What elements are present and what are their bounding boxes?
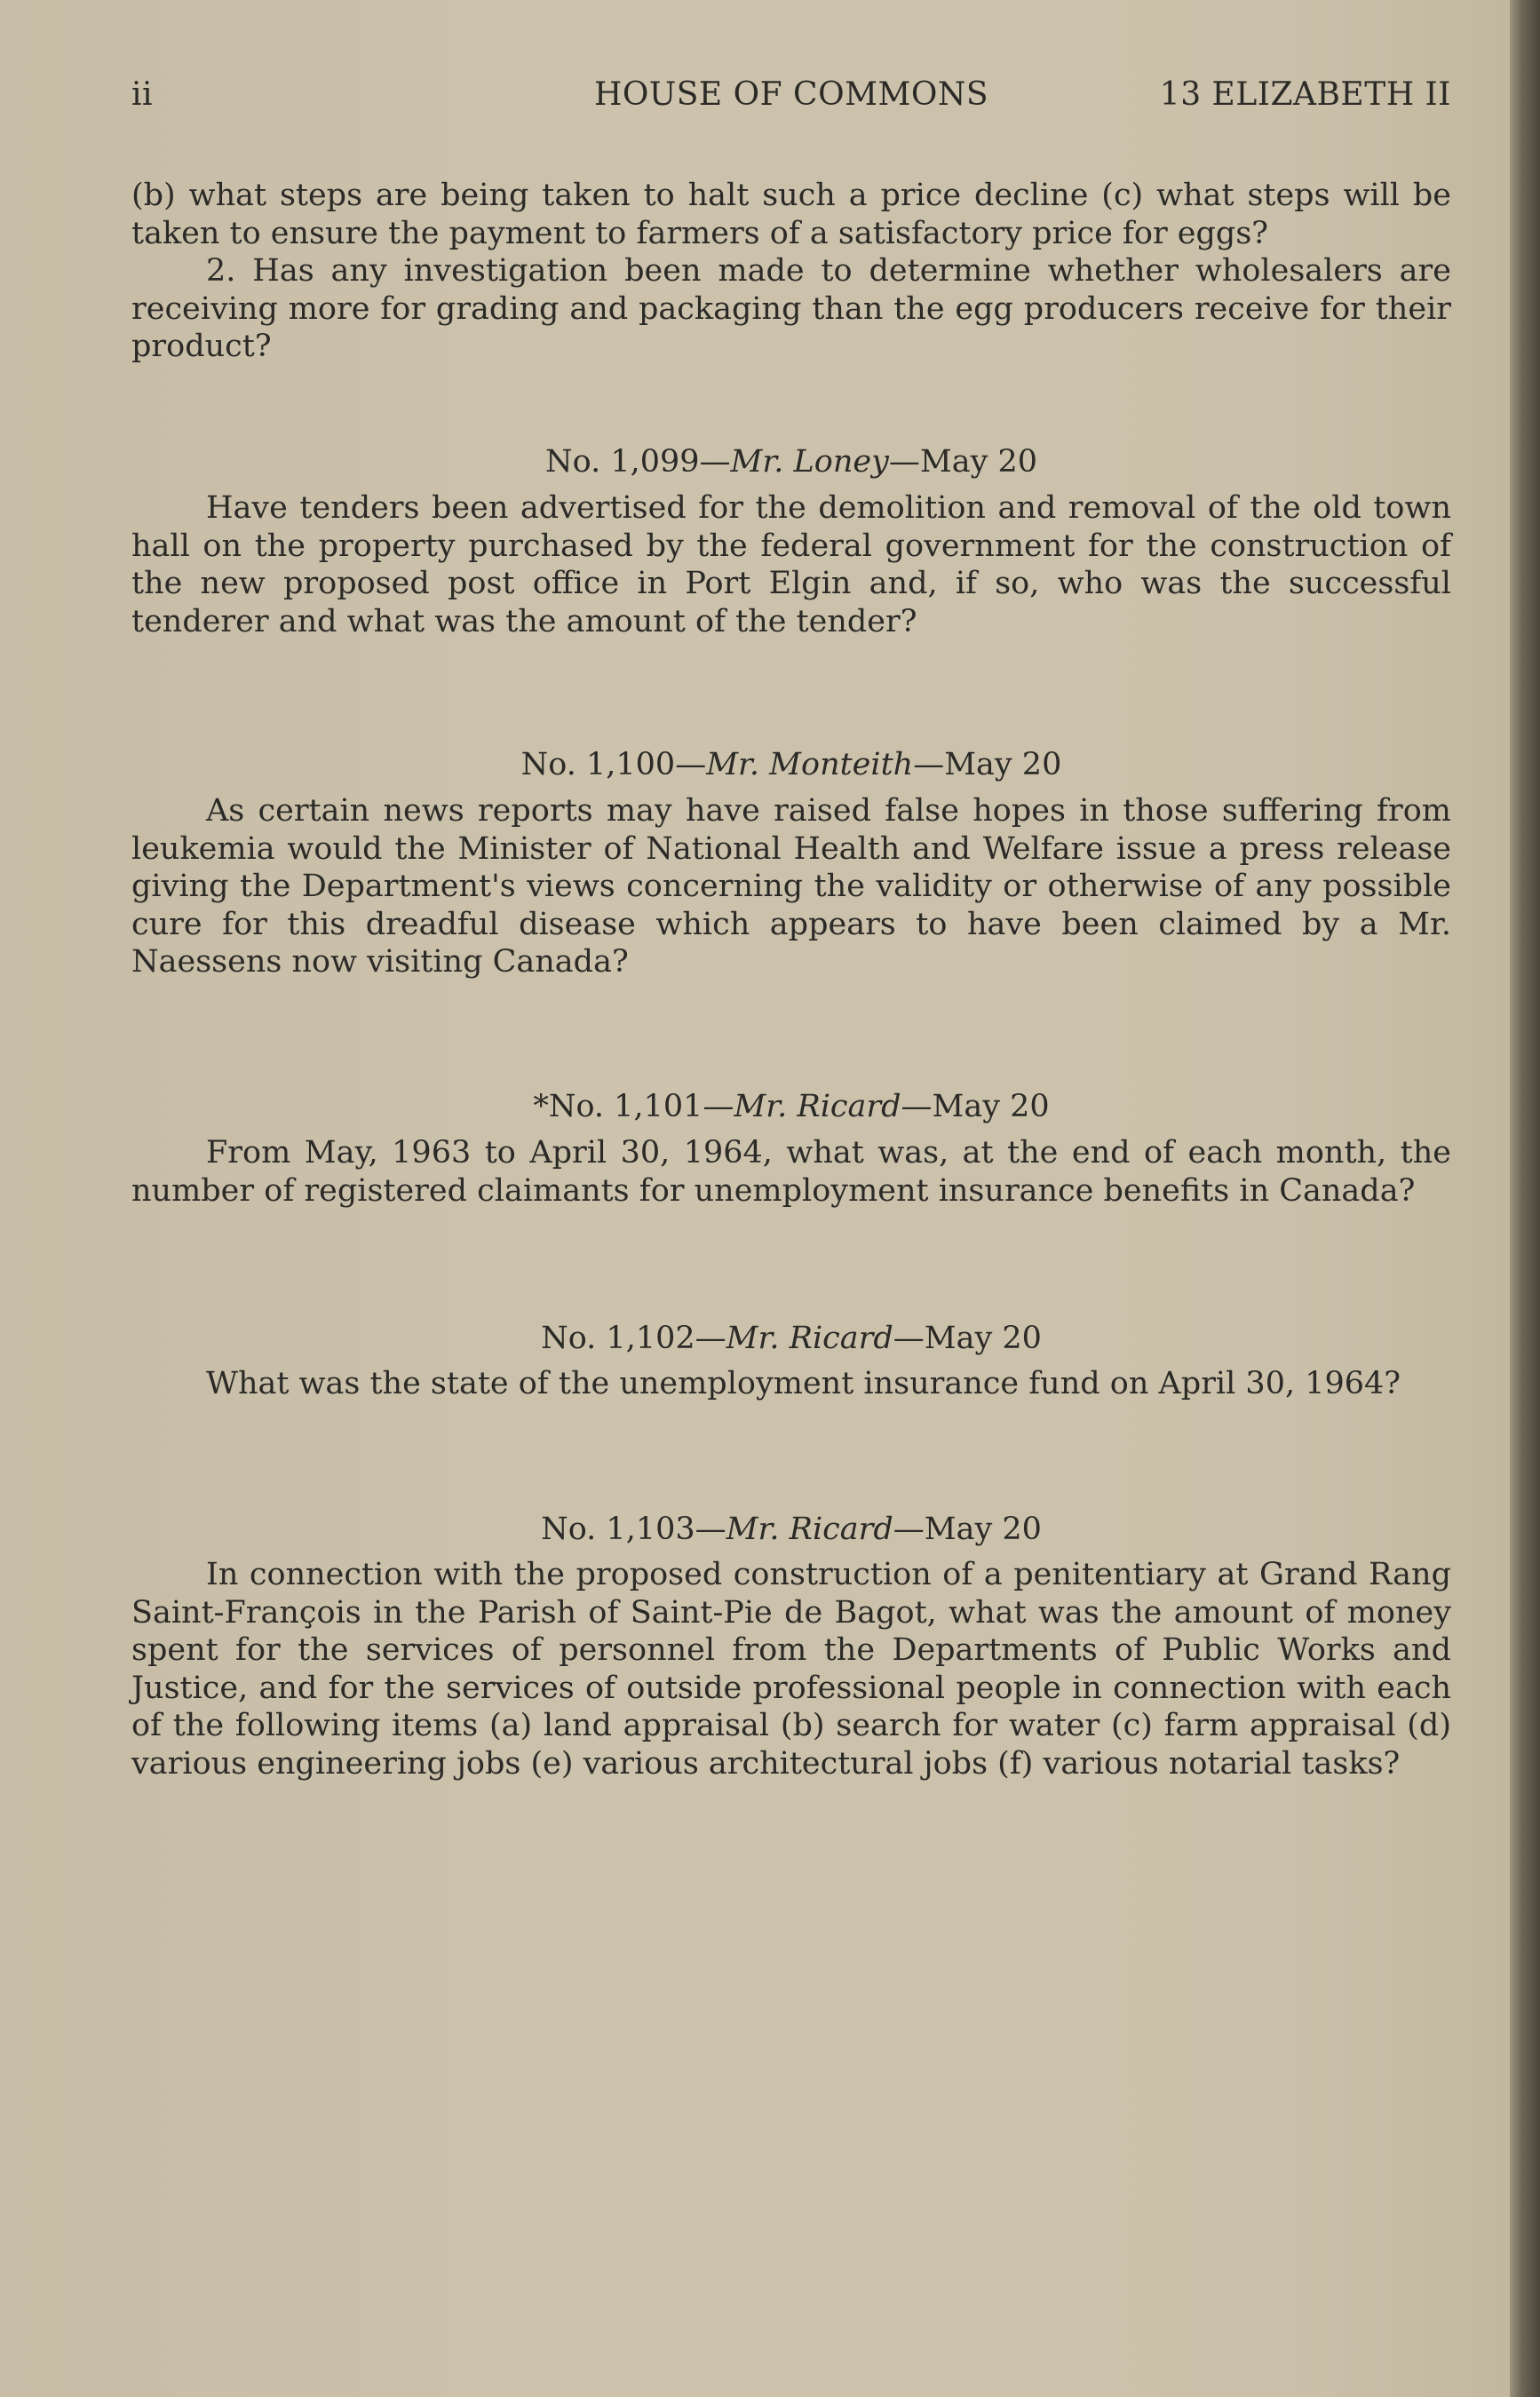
question-heading: No. 1,102—Mr. Ricard—May 20 — [541, 1321, 1042, 1356]
regnal-year: 13 ELIZABETH II — [1159, 76, 1451, 113]
question-number: No. 1,102 — [541, 1321, 695, 1356]
question-member: Mr. Ricard — [726, 1512, 893, 1547]
question-body — [131, 1556, 1451, 1782]
question-number: No. 1,103 — [541, 1512, 695, 1547]
question-body — [131, 1134, 1451, 1210]
question-member: Mr. Ricard — [734, 1089, 901, 1124]
running-head — [131, 76, 1451, 121]
question-member: Mr. Ricard — [726, 1321, 893, 1356]
question-heading: No. 1,103—Mr. Ricard—May 20 — [541, 1512, 1042, 1547]
page-binding-edge — [1510, 0, 1540, 2397]
question-number: No. 1,100 — [520, 747, 676, 782]
continuation-paragraph-1: (b) what steps are being taken to halt such a price decline (c) what steps will be taken to ensure the payment to farmers of a satisfactory price for eggs? — [131, 178, 1451, 251]
question-date: May 20 — [944, 747, 1062, 782]
question-date: May 20 — [924, 1321, 1042, 1356]
question-number: *No. 1,101 — [533, 1089, 703, 1124]
running-title: HOUSE OF COMMONS — [593, 76, 989, 113]
question-heading: *No. 1,101—Mr. Ricard—May 20 — [533, 1089, 1050, 1124]
question-date: May 20 — [932, 1089, 1050, 1124]
question-date: May 20 — [924, 1512, 1042, 1547]
question-body — [131, 792, 1451, 981]
question-date: May 20 — [919, 444, 1037, 480]
question-member: Mr. Monteith — [706, 747, 914, 782]
page-folio: ii — [131, 76, 154, 113]
question-body — [131, 1365, 1451, 1403]
continuation-paragraph-2: 2. Has any investigation been made to determine whether wholesalers are receiving more for grading and packaging than the egg producers receive for their product? — [131, 253, 1451, 364]
question-number: No. 1,099 — [545, 444, 700, 480]
question-text: From May, 1963 to April 30, 1964, what was, at the end of each month, the number of registered claimants for unemployment insurance benefits in Canada? — [131, 1135, 1451, 1209]
question-text: What was the state of the unemployment insurance fund on April 30, 1964? — [206, 1366, 1401, 1401]
question-text: Have tenders been advertised for the demolition and removal of the old town hall on the property purchased by the federal government for the construction of the new proposed post office in Port Elgin and, if so, who was the successful tenderer and what was the amount of the tender? — [131, 490, 1451, 639]
question-body — [131, 489, 1451, 640]
question-text: In connection with the proposed construction of a penitentiary at Grand Rang Saint-François in the Parish of Saint-Pie de Bagot, what was the amount of money spent for the services of personnel from the Departments of Public Works and Justice, and for the services of outside professional people in connection with each of the following items (a) land appraisal (b) search for water (c) farm appraisal (d) various engineering jobs (e) various architectural jobs (f) various notarial tasks? — [131, 1557, 1451, 1782]
question-heading: No. 1,100—Mr. Monteith—May 20 — [520, 747, 1062, 782]
question-heading: No. 1,099—Mr. Loney—May 20 — [545, 444, 1037, 480]
question-text: As certain news reports may have raised false hopes in those suffering from leukemia would the Minister of National Health and Welfare issue a press release giving the Department's views concerning the validity or otherwise of any possible cure for this dreadful disease which appears to have been claimed by a Mr. Naessens now visiting Canada? — [131, 793, 1451, 980]
continuation-text — [131, 177, 1451, 366]
question-member: Mr. Loney — [730, 444, 889, 480]
